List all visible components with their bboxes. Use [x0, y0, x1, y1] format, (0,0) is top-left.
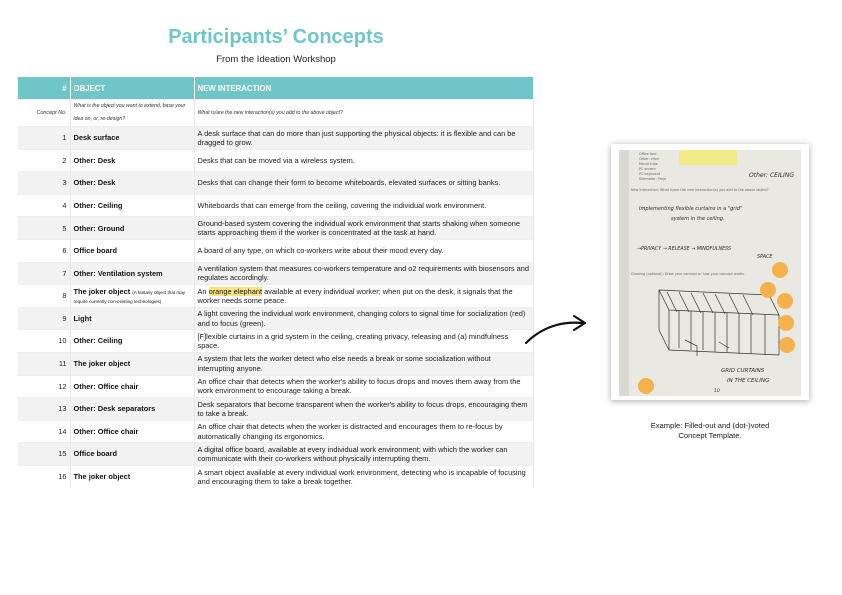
concepts-table	[18, 77, 534, 488]
concept-number: 15	[18, 443, 70, 466]
concept-object-label: The joker object	[73, 359, 131, 369]
concept-object-label: Office board	[73, 246, 118, 256]
concept-number: 11	[18, 352, 70, 375]
table-row	[18, 307, 533, 330]
caption-line: Example: Filled-out and (dot-)voted	[650, 421, 770, 430]
concept-object	[70, 375, 194, 398]
header-object: OBJECT	[70, 77, 194, 100]
photo-caption	[612, 421, 808, 441]
table-row	[18, 172, 533, 195]
form-line: Movie tube	[639, 162, 658, 166]
form-line: Other: chair	[639, 157, 660, 161]
concept-interaction: Whiteboards that can emerge from the ceiling, covering the individual work environment.	[194, 194, 533, 217]
concept-object-label: Other: Office chair	[73, 426, 139, 436]
concept-object	[70, 262, 194, 285]
concept-object-label: Desk surface	[73, 133, 120, 143]
concept-template-sketch	[619, 150, 801, 396]
table-row	[18, 443, 533, 466]
concept-object	[70, 149, 194, 172]
subheader-interaction: What is/are the new interaction(s) you add to the above object?	[194, 100, 533, 127]
concept-object-label: Other: Ceiling	[73, 336, 123, 346]
concept-object	[70, 307, 194, 330]
vote-dot	[760, 282, 776, 298]
concept-object	[70, 352, 194, 375]
table-subheader-row	[18, 100, 533, 127]
concept-object-label: The joker object	[73, 286, 131, 296]
subheader-number: Concept No.	[18, 100, 70, 127]
concept-number: 4	[18, 194, 70, 217]
concept-object	[70, 420, 194, 443]
concept-object	[70, 239, 194, 262]
concept-number: 12	[18, 375, 70, 398]
table-row	[18, 285, 533, 308]
concept-object-label: Other: Desk	[73, 155, 116, 165]
vote-dot	[777, 293, 793, 309]
form-drawing-heading: Drawing (optional): Draw your concept or how your concept works.	[631, 272, 745, 276]
handwriting-text: IN THE CEILING	[727, 378, 770, 384]
page-title: Participants’ Concepts	[168, 26, 384, 48]
concept-interaction: Desks that can be moved via a wireless system.	[194, 149, 533, 172]
interaction-text: available at every individual worker; when put on the desk, it signals that the worker needs some peace.	[197, 286, 513, 305]
concept-interaction: Desk separators that become transparent when the worker's ability to focus drops, encouraging them to take a break.	[194, 398, 533, 421]
concept-interaction: A system that lets the worker detect who else needs a break or some socialization without interrupting anyone.	[194, 352, 533, 375]
concept-number: 9	[18, 307, 70, 330]
table-row	[18, 262, 533, 285]
concept-object-label: Other: Desk separators	[73, 404, 156, 414]
page-subtitle: From the Ideation Workshop	[216, 54, 336, 65]
subheader-object: What is the object you want to extend, base your idea on, or, re-design?	[70, 100, 194, 127]
concept-interaction	[194, 285, 533, 308]
table-row	[18, 217, 533, 240]
concept-object-label: Other: Ceiling	[73, 200, 123, 210]
concept-interaction: A ventilation system that measures co-workers temperature and o2 requirements with biosensors and regulates accordingly.	[194, 262, 533, 285]
concept-object	[70, 217, 194, 240]
concept-object-label: Other: Ground	[73, 223, 125, 233]
concept-number: 1	[18, 127, 70, 150]
concept-object	[70, 330, 194, 353]
concept-interaction: A board of any type, on which co-workers write about their mood every day.	[194, 239, 533, 262]
concept-number: 13	[18, 398, 70, 421]
handwriting-text: system in the ceiling.	[671, 216, 725, 222]
interaction-text: An	[197, 286, 209, 296]
form-line: Office tool	[639, 152, 657, 156]
concept-object-label: Other: Ventilation system	[73, 268, 163, 278]
concept-number: 3	[18, 172, 70, 195]
form-line: PC screen	[639, 167, 656, 171]
table-row	[18, 420, 533, 443]
table-row	[18, 239, 533, 262]
vote-dot	[638, 378, 654, 394]
form-interaction-heading: New interaction: What is/are the new interaction(s) you add to the above object?	[631, 188, 769, 192]
vote-dot	[778, 315, 794, 331]
highlighted-text: orange elephant	[208, 286, 263, 296]
concept-object-note: (A fantasy object that may require currently non-existing technologies)	[73, 289, 186, 304]
table-row	[18, 330, 533, 353]
concept-object-label: Other: Office chair	[73, 381, 139, 391]
concept-number: 6	[18, 239, 70, 262]
concept-object	[70, 194, 194, 217]
header-interaction: NEW INTERACTION	[194, 77, 533, 100]
concept-number: 10	[18, 330, 70, 353]
concept-interaction: A digital office board, available at every individual work environment; with which the worker can communicate with their co-workers without physically interrupting them.	[194, 443, 533, 466]
concept-number: 2	[18, 149, 70, 172]
concept-interaction: Desks that can change their form to become whiteboards, elevated surfaces or sitting banks.	[194, 172, 533, 195]
concept-object	[70, 443, 194, 466]
concept-interaction: A desk surface that can do more than just supporting the physical objects: it is flexible and can be dragged to grow.	[194, 127, 533, 150]
concept-object	[70, 465, 194, 488]
concept-number: 7	[18, 262, 70, 285]
handwriting-text: Implementing flexible curtains in a "grid"	[639, 206, 743, 212]
table-row	[18, 465, 533, 488]
form-line: Sitemeter: Ymje	[639, 177, 667, 181]
concept-object-label: Office board	[73, 449, 118, 459]
concept-object	[70, 172, 194, 195]
concept-object	[70, 398, 194, 421]
concept-object-label: Light	[73, 313, 92, 323]
form-line: PC keyboard	[639, 172, 661, 176]
handwriting-text: →PRIVACY → RELEASE → MINDFULNESS	[637, 247, 732, 252]
header-number: #	[18, 77, 70, 100]
table-row	[18, 375, 533, 398]
concept-object-label: Other: Desk	[73, 178, 116, 188]
vote-dot	[772, 262, 788, 278]
concept-object	[70, 285, 194, 308]
page-number: 10	[714, 389, 720, 394]
concept-number: 8	[18, 285, 70, 308]
table-row	[18, 127, 533, 150]
table-header-row	[18, 77, 533, 100]
concept-object	[70, 127, 194, 150]
handwriting-text: GRID CURTAINS	[721, 368, 765, 374]
table-row	[18, 398, 533, 421]
concept-number: 5	[18, 217, 70, 240]
concept-interaction: A smart object available at every individual work environment, detecting who is incapable of focusing and encouraging them to take a break together.	[194, 465, 533, 488]
vote-dot	[779, 337, 795, 353]
concept-interaction: Ground-based system covering the individual work environment that starts shaking when someone starts approaching them if the worker is concentrated at the task at hand.	[194, 217, 533, 240]
table-row	[18, 149, 533, 172]
concept-interaction: An office chair that detects when the worker is distracted and encourages them to re-focus by automatically changing its ergonomics.	[194, 420, 533, 443]
caption-line: Concept Template.	[678, 431, 742, 440]
concept-number: 14	[18, 420, 70, 443]
concept-object-label: The joker object	[73, 472, 131, 482]
concept-interaction: A light covering the individual work environment, changing colors to signal time for socialization (red) and to focus (green).	[194, 307, 533, 330]
concept-template-photo	[611, 144, 809, 400]
arrow-icon	[522, 313, 594, 347]
concept-interaction: An office chair that detects when the worker's ability to focus drops and moves them away from the work environment to encourage taking a break.	[194, 375, 533, 398]
concept-interaction: [F]lexible curtains in a grid system in the ceiling, creating privacy, releasing and (a) mindfulness space.	[194, 330, 533, 353]
table-row	[18, 352, 533, 375]
concept-number: 16	[18, 465, 70, 488]
handwriting-text: SPACE	[757, 255, 773, 260]
handwriting-text: Other: CEILING	[749, 172, 794, 179]
table-row	[18, 194, 533, 217]
